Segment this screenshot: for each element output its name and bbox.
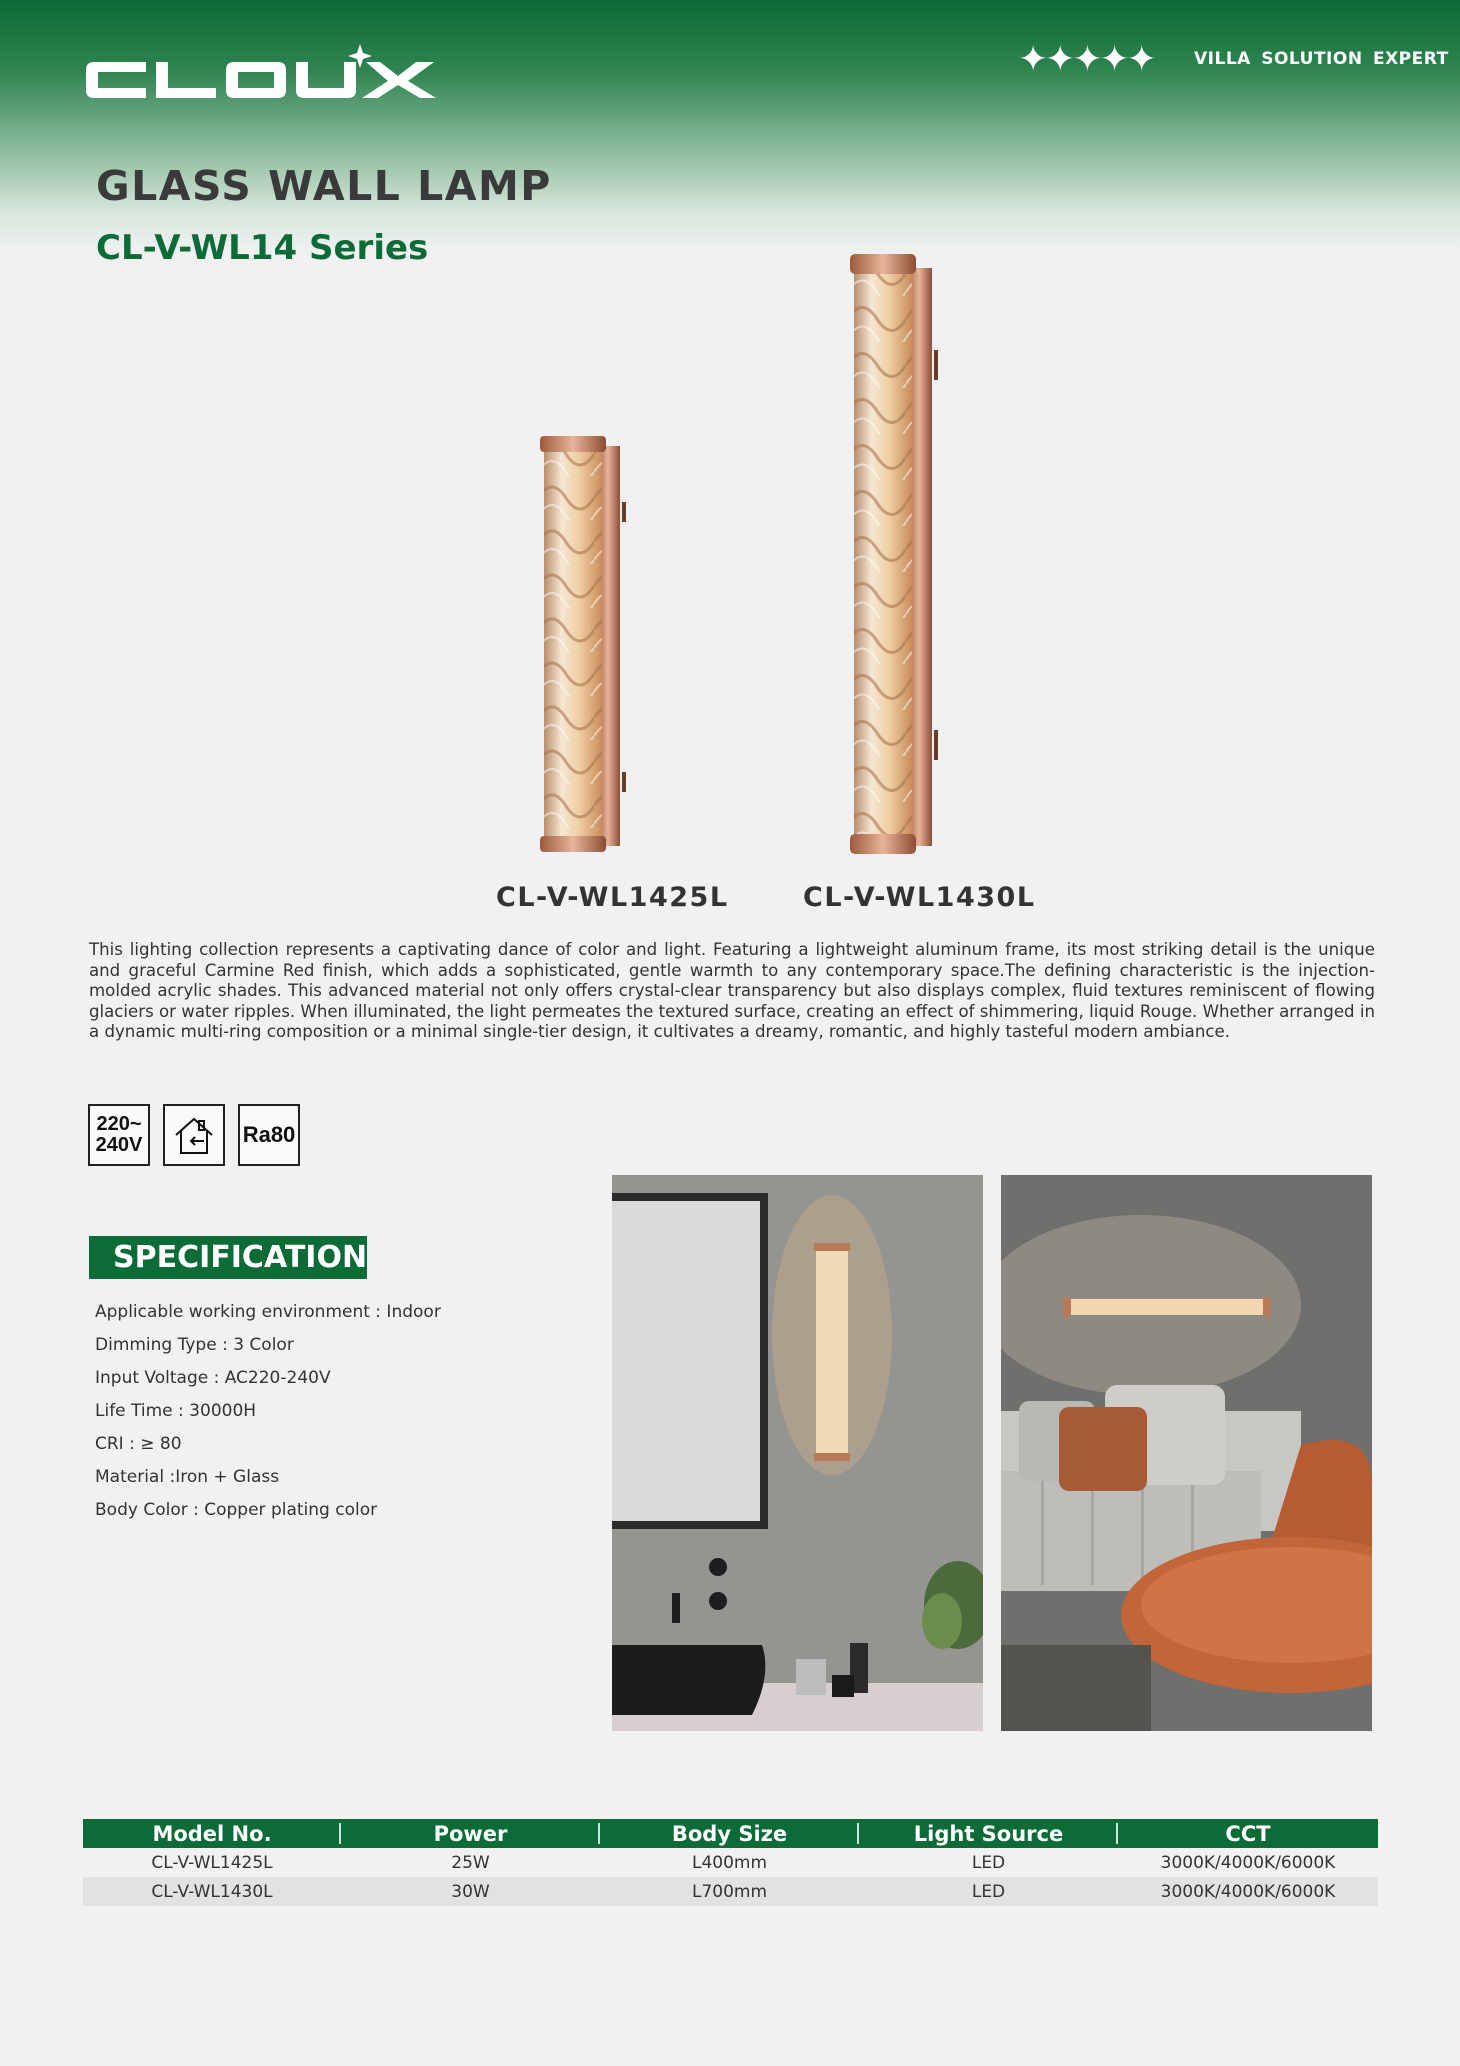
spec-item: Material :Iron + Glass	[95, 1467, 280, 1487]
cloux-logo	[82, 44, 438, 106]
voltage-line1: 220~	[96, 1113, 142, 1135]
table-cell: 30W	[341, 1877, 600, 1906]
table-cell: CL-V-WL1430L	[83, 1877, 341, 1906]
house-indoor-icon	[163, 1104, 225, 1166]
table-header-cell	[600, 1819, 859, 1848]
table-row	[83, 1877, 1378, 1906]
spec-item: Dimming Type : 3 Color	[95, 1335, 294, 1355]
table-cell: L400mm	[691, 1852, 768, 1873]
table-cell: L700mm	[600, 1877, 859, 1906]
table-header-row	[83, 1819, 1378, 1848]
living-room-scene-photo	[1001, 1175, 1372, 1731]
specification-list	[95, 1302, 441, 1533]
cri-badge-text: Ra80	[242, 1122, 296, 1147]
cri-icon	[238, 1104, 300, 1166]
header-band	[0, 0, 1460, 260]
header-body-size: Body Size	[671, 1821, 788, 1846]
header-light-source: Light Source	[913, 1821, 1064, 1846]
page-title: GLASS WALL LAMP	[96, 162, 552, 210]
product-description: This lighting collection represents a captivating dance of color and light. Featuring a lightweight aluminum frame, its most striking detail is the unique and graceful Carmine Red finish, which adds a sophisticated, gentle warmth to any contemporary space.The defining characteristic is the injection-molded acrylic shades. This advanced material not only offers crystal-clear transparency but also displays complex, fluid textures reminiscent of flowing glaciers or water ripples. When illuminated, the light permeates the textured surface, creating an effect of shimmering, liquid Rouge. Whether arranged in a dynamic multi-ring composition or a minimal single-tier design, it cultivates a dreamy, romantic, and highly tasteful modern ambiance.	[89, 940, 1375, 1041]
table-header-cell	[1118, 1819, 1378, 1848]
specification-heading: SPECIFICATION	[89, 1236, 367, 1279]
table-row	[83, 1848, 1378, 1877]
table-cell: LED	[859, 1877, 1118, 1906]
voltage-line2: 240V	[95, 1134, 143, 1156]
table-cell: 3000K/4000K/6000K	[1160, 1852, 1336, 1873]
table-header-cell	[341, 1819, 600, 1848]
product-image-long-lamp	[848, 250, 958, 860]
model-label-long: CL-V-WL1430L	[803, 882, 1036, 913]
voltage-icon	[88, 1104, 150, 1166]
bathroom-scene-photo	[612, 1175, 983, 1731]
table-cell: 3000K/4000K/6000K	[1118, 1877, 1378, 1906]
table-cell: 25W	[451, 1852, 490, 1873]
spec-item: Body Color : Copper plating color	[95, 1500, 378, 1520]
rating-stars: ✦✦✦✦✦	[1018, 39, 1154, 80]
spec-item: CRI : ≥ 80	[95, 1434, 182, 1454]
header-model-no: Model No.	[152, 1821, 272, 1846]
spec-item: Input Voltage : AC220-240V	[95, 1368, 331, 1388]
product-image-short-lamp	[538, 432, 648, 860]
header-power: Power	[433, 1821, 508, 1846]
table-cell: LED	[971, 1852, 1006, 1873]
spec-item: Applicable working environment : Indoor	[95, 1302, 441, 1322]
table-header-cell	[859, 1819, 1118, 1848]
model-label-short: CL-V-WL1425L	[496, 882, 729, 913]
series-title: CL-V-WL14 Series	[96, 228, 429, 268]
table-header-cell	[83, 1819, 341, 1848]
tagline: VILLA SOLUTION EXPERT	[1194, 49, 1449, 69]
table-cell: CL-V-WL1425L	[151, 1852, 273, 1873]
spec-table	[83, 1819, 1378, 1906]
header-cct: CCT	[1225, 1821, 1271, 1846]
spec-item: Life Time : 30000H	[95, 1401, 257, 1421]
